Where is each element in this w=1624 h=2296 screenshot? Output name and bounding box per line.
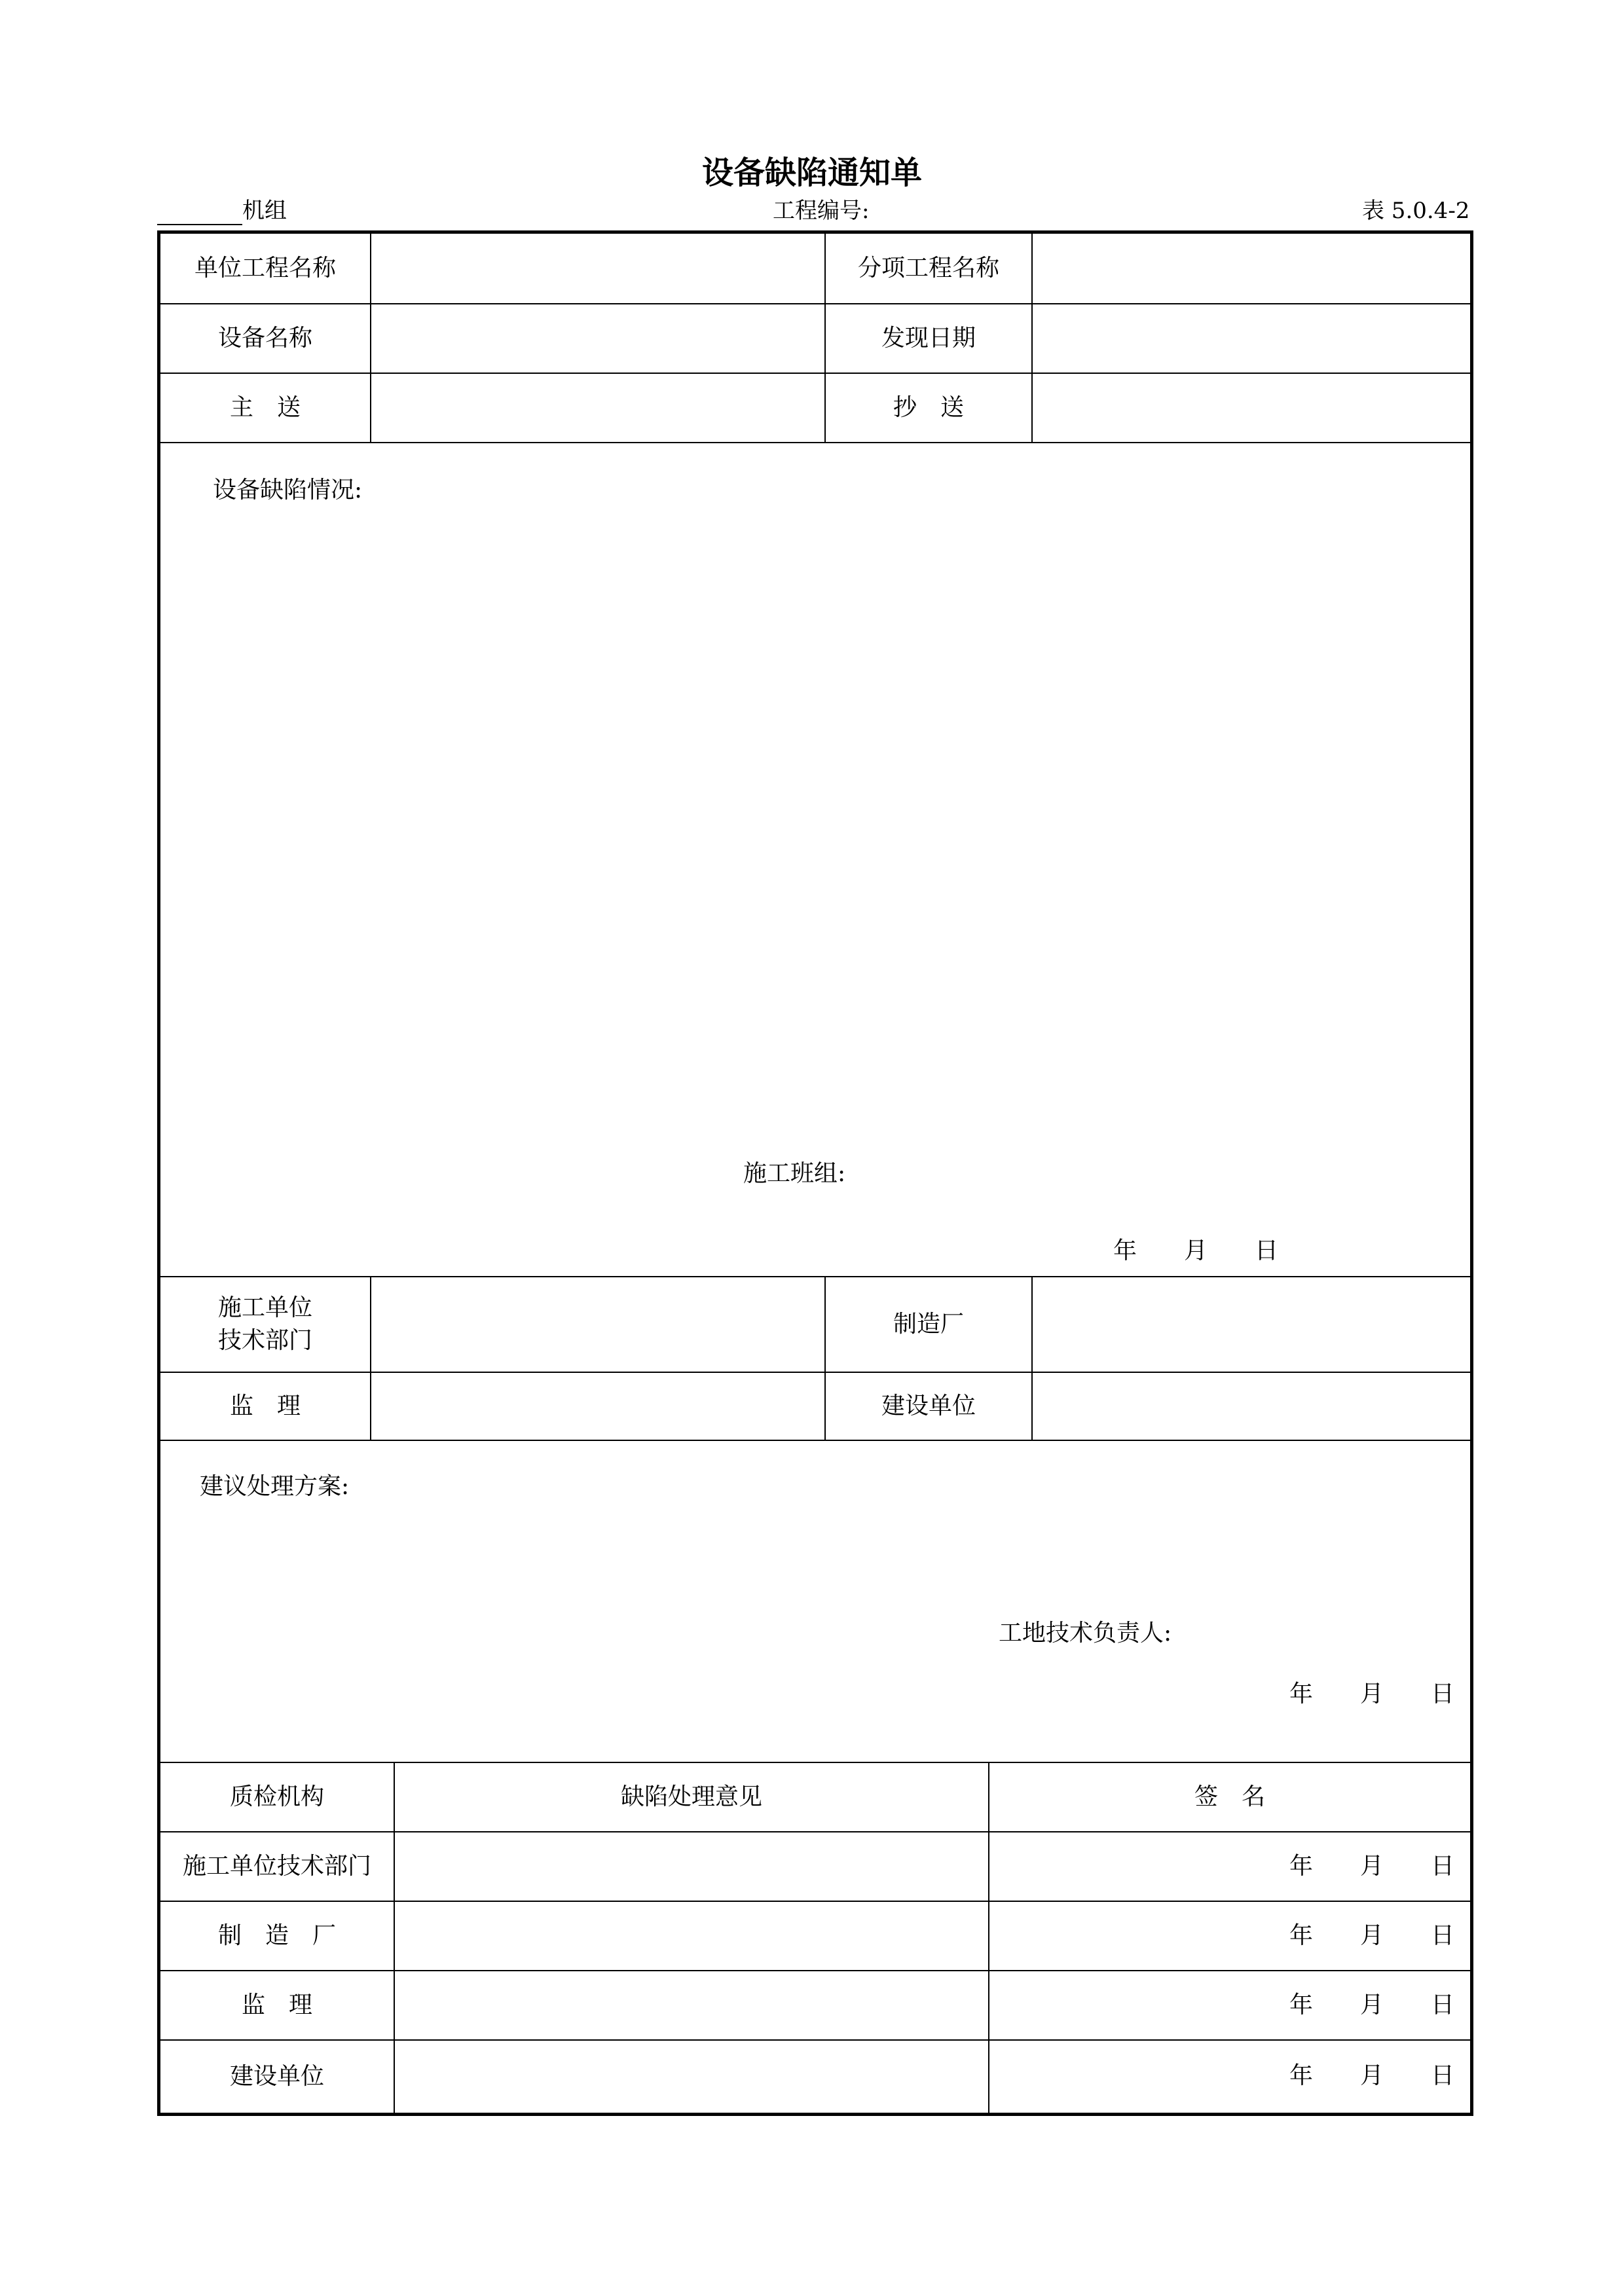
divider — [160, 1440, 1470, 1441]
quality-org-header: 质检机构 — [229, 1783, 324, 1810]
opinion-row-date: 年 月 日 — [1289, 1922, 1454, 1949]
project-number-label: 工程编号: — [773, 198, 870, 224]
unit-number-blank[interactable] — [157, 200, 242, 225]
cc-recipient-label: 抄 送 — [893, 394, 964, 421]
opinion-row-field[interactable] — [395, 2041, 988, 2113]
opinion-row-date: 年 月 日 — [1289, 1853, 1454, 1880]
unit-suffix: 机组 — [242, 198, 287, 224]
site-tech-lead-label: 工地技术负责人: — [999, 1620, 1172, 1647]
divider — [160, 373, 1470, 374]
opinion-row-org: 建设单位 — [229, 2063, 324, 2090]
divider — [160, 442, 1470, 443]
divider — [160, 303, 1470, 304]
divider — [1031, 1276, 1033, 1440]
opinion-row-org: 监 理 — [241, 1992, 312, 2018]
defect-description-label: 设备缺陷情况: — [213, 477, 363, 503]
unit-project-name-label: 单位工程名称 — [194, 255, 336, 282]
manufacturer-label: 制造厂 — [893, 1311, 964, 1338]
proposal-field[interactable] — [200, 1510, 1418, 1661]
divider — [394, 1762, 395, 2113]
opinion-row-field[interactable] — [395, 1971, 988, 2039]
subitem-project-name-field[interactable] — [1033, 234, 1470, 303]
equipment-name-field[interactable] — [371, 304, 824, 373]
owner-unit-field[interactable] — [1033, 1373, 1470, 1440]
divider — [824, 234, 826, 442]
opinion-row-org: 施工单位技术部门 — [182, 1853, 371, 1880]
construction-tech-dept-field[interactable] — [371, 1277, 824, 1372]
opinion-row-field[interactable] — [395, 1832, 988, 1901]
signature-header: 签 名 — [1194, 1783, 1265, 1810]
owner-unit-label: 建设单位 — [881, 1393, 976, 1419]
main-recipient-field[interactable] — [371, 374, 824, 442]
construction-team-label: 施工班组: — [743, 1160, 846, 1187]
supervision-field[interactable] — [371, 1373, 824, 1440]
manufacturer-field[interactable] — [1033, 1277, 1470, 1372]
form-title: 设备缺陷通知单 — [701, 155, 922, 191]
proposal-date-label: 年 月 日 — [1289, 1681, 1454, 1707]
divider — [370, 234, 371, 442]
form-table — [157, 230, 1473, 2116]
unit-project-name-field[interactable] — [371, 234, 824, 303]
opinion-row-org: 制 造 厂 — [217, 1922, 336, 1949]
supervision-label: 监 理 — [229, 1393, 301, 1419]
discovery-date-label: 发现日期 — [881, 325, 976, 352]
equipment-name-label: 设备名称 — [217, 325, 312, 352]
opinion-row-field[interactable] — [395, 1902, 988, 1970]
divider — [1031, 234, 1033, 442]
cc-recipient-field[interactable] — [1033, 374, 1470, 442]
subitem-project-name-label: 分项工程名称 — [857, 255, 999, 282]
discovery-date-field[interactable] — [1033, 304, 1470, 373]
main-recipient-label: 主 送 — [229, 394, 301, 421]
divider — [370, 1276, 371, 1440]
divider — [988, 1762, 989, 2113]
unit-field — [157, 196, 287, 225]
opinion-row-date: 年 月 日 — [1289, 2062, 1454, 2089]
defect-date-label: 年 月 日 — [1113, 1237, 1279, 1264]
defect-opinion-header: 缺陷处理意见 — [620, 1783, 762, 1810]
defect-description-field[interactable] — [213, 515, 1418, 1170]
divider — [824, 1276, 826, 1440]
construction-tech-dept-label: 施工单位 技术部门 — [217, 1294, 312, 1354]
opinion-row-date: 年 月 日 — [1289, 1992, 1454, 2018]
proposal-label: 建议处理方案: — [200, 1473, 350, 1500]
table-code: 表 5.0.4-2 — [1362, 198, 1470, 224]
